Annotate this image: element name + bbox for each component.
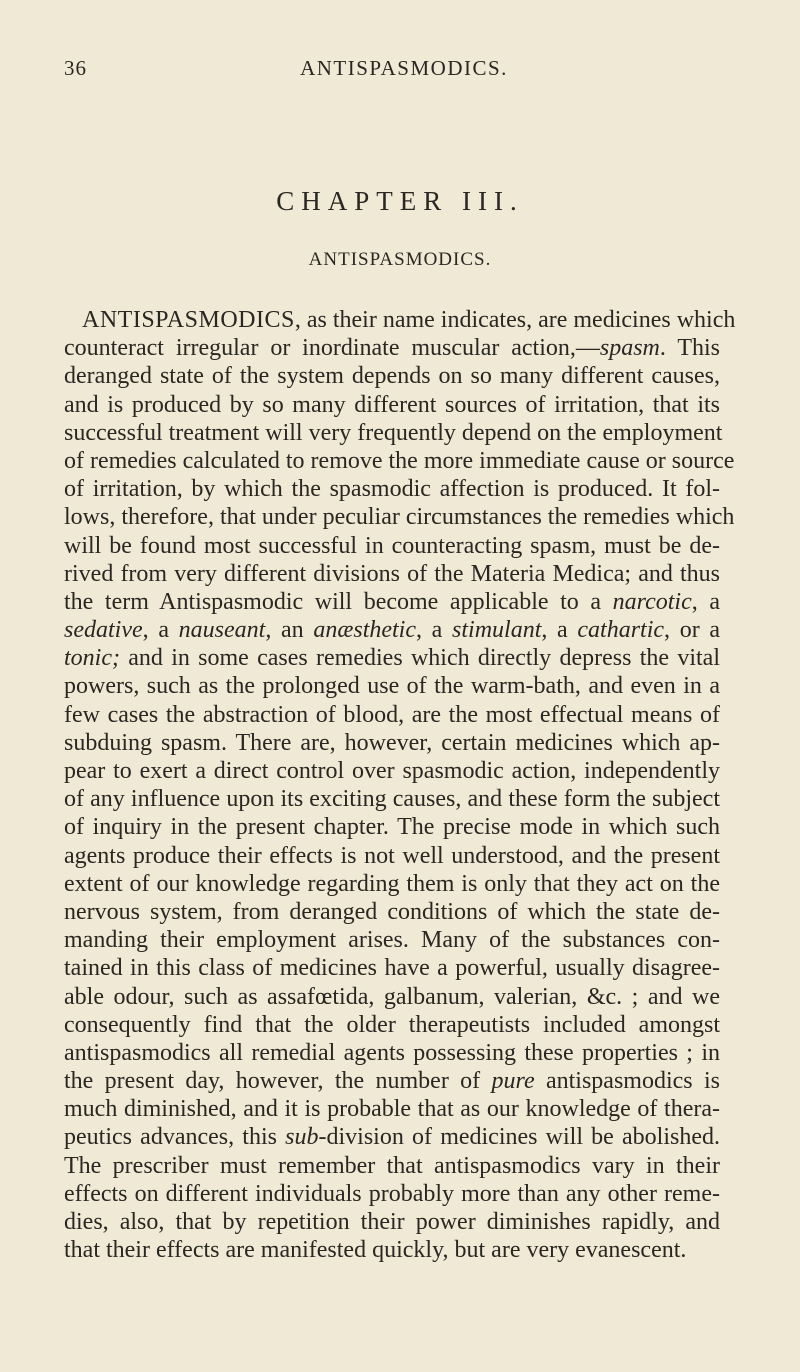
text-run: successful treatment will very frequently depend on the employment xyxy=(64,419,723,446)
text-line xyxy=(64,1095,720,1123)
text-line xyxy=(64,644,720,672)
text-line xyxy=(64,334,720,362)
italic-term: sub xyxy=(285,1124,319,1151)
text-run: subduing spasm. There are, however, certain medicines which ap- xyxy=(64,729,720,756)
text-run: able odour, such as assafœtida, galbanum, valerian, &c. ; and we xyxy=(64,983,720,1010)
text-run: of remedies calculated to remove the more immediate cause or source xyxy=(64,447,735,474)
chapter-title: CHAPTER III. xyxy=(276,186,524,216)
italic-term: cathartic xyxy=(577,617,665,644)
text-line xyxy=(64,842,720,870)
text-line xyxy=(64,926,720,954)
text-line xyxy=(64,306,736,334)
text-run: the present day, however, the number of xyxy=(64,1068,492,1095)
italic-term: stimulant xyxy=(452,617,542,644)
text-line xyxy=(64,757,720,785)
text-run: few cases the abstraction of blood, are the most effectual means of xyxy=(64,701,720,728)
italic-term: narcotic xyxy=(612,588,692,615)
text-run: . This xyxy=(659,335,721,362)
italic-term: tonic; xyxy=(64,645,120,672)
italic-term: anæsthetic xyxy=(313,617,416,644)
text-line xyxy=(64,983,720,1011)
text-run: the term Antispasmodic will become applicable to a xyxy=(64,588,613,615)
text-run: and is produced by so many different sources of irritation, that its xyxy=(64,391,720,418)
text-run: , an xyxy=(265,617,314,644)
text-line xyxy=(64,419,723,447)
text-line xyxy=(64,503,735,531)
text-run: of irritation, by which the spasmodic affection is produced. It fol- xyxy=(64,476,720,503)
body-paragraph xyxy=(64,306,736,1264)
page-number: 36 xyxy=(64,56,87,80)
text-run: , a xyxy=(416,617,453,644)
text-line xyxy=(64,898,720,926)
text-run: will be found most successful in counteracting spasm, must be de- xyxy=(64,532,720,559)
text-line xyxy=(64,701,720,729)
text-run: effects on different individuals probably more than any other reme- xyxy=(64,1180,720,1207)
text-line xyxy=(64,1236,720,1264)
running-head xyxy=(64,56,704,82)
lead-word: ANTISPASMODICS xyxy=(82,307,295,333)
text-line xyxy=(64,1067,720,1095)
text-run: tained in this class of medicines have a powerful, usually disagree- xyxy=(64,955,720,982)
text-line xyxy=(64,560,720,588)
text-run: agents produce their effects is not well understood, and the present xyxy=(64,842,720,869)
text-run: lows, therefore, that under peculiar circumstances the remedies which xyxy=(64,504,735,531)
text-run: , a xyxy=(691,588,721,615)
text-line xyxy=(64,391,720,419)
text-run: antispasmodics is xyxy=(534,1068,720,1095)
text-run: peutics advances, this xyxy=(64,1124,286,1151)
text-line xyxy=(64,447,735,475)
running-title: ANTISPASMODICS. xyxy=(300,56,508,80)
text-run: antispasmodics all remedial agents possessing these properties ; in xyxy=(64,1039,720,1066)
italic-term: sedative xyxy=(64,617,143,644)
text-line xyxy=(64,1039,720,1067)
text-run: much diminished, and it is probable that as our knowledge of thera- xyxy=(64,1096,720,1123)
text-line xyxy=(64,1011,720,1039)
text-run: consequently find that the older therapeutists included amongst xyxy=(64,1011,720,1038)
text-line xyxy=(64,616,720,644)
text-line xyxy=(64,954,720,982)
text-line xyxy=(64,729,720,757)
text-run: , a xyxy=(142,617,179,644)
text-run: dies, also, that by repetition their power diminishes rapidly, and xyxy=(64,1209,720,1235)
text-run: The prescriber must remember that antispasmodics vary in their xyxy=(64,1152,720,1179)
text-line xyxy=(64,362,720,390)
text-run: and in some cases remedies which directly depress the vital xyxy=(119,645,720,672)
text-line xyxy=(64,1180,720,1208)
italic-term: nauseant xyxy=(178,617,266,644)
text-run: , or a xyxy=(664,617,721,644)
italic-term: spasm xyxy=(599,335,660,362)
text-run: nervous system, from deranged conditions of which the state de- xyxy=(64,898,720,925)
text-run: -division of medicines will be abolished. xyxy=(318,1124,720,1151)
italic-term: pure xyxy=(491,1068,535,1095)
text-line xyxy=(64,475,720,503)
section-title: ANTISPASMODICS. xyxy=(308,249,492,270)
text-line xyxy=(64,588,720,616)
text-run: rived from very different divisions of the Materia Medica; and thus xyxy=(64,560,720,587)
text-line xyxy=(64,1123,720,1151)
text-run: , as their name indicates, are medicines which xyxy=(294,307,736,333)
text-run: powers, such as the prolonged use of the warm-bath, and even in a xyxy=(64,673,720,700)
text-run: pear to exert a direct control over spasmodic action, independently xyxy=(64,758,720,784)
text-run: deranged state of the system depends on so many different causes, xyxy=(64,363,720,390)
text-run: extent of our knowledge regarding them is only that they act on the xyxy=(64,870,720,897)
text-run: that their effects are manifested quickly, but are very evanescent. xyxy=(64,1237,687,1264)
text-run: counteract irregular or inordinate muscular action,— xyxy=(64,335,600,362)
text-line xyxy=(64,1208,720,1236)
text-line xyxy=(64,813,720,841)
text-line xyxy=(64,1152,720,1180)
text-line xyxy=(64,870,720,898)
text-run: manding their employment arises. Many of the substances con- xyxy=(64,927,720,954)
text-run: , a xyxy=(541,617,578,644)
text-run: of inquiry in the present chapter. The precise mode in which such xyxy=(64,814,720,841)
text-line xyxy=(64,785,720,813)
text-run: of any influence upon its exciting causes, and these form the subject xyxy=(64,786,720,813)
text-line xyxy=(64,672,720,700)
text-line xyxy=(64,532,720,560)
